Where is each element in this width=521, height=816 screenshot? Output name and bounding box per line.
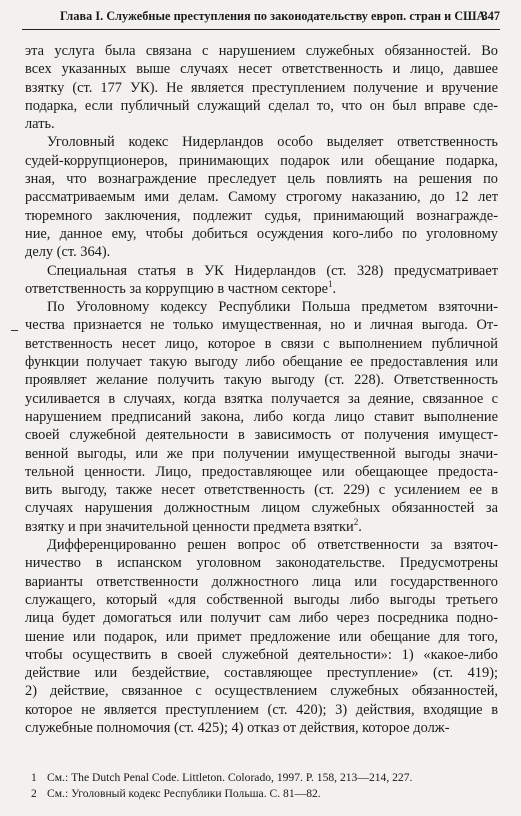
line-text: шение или подарок, или примет предложение или обещание для того,	[25, 628, 498, 645]
main-text	[25, 42, 498, 737]
line-text: взятку (ст. 177 УК). Не является преступлением получение и вручение	[25, 79, 498, 96]
text-line	[25, 353, 498, 371]
text-line	[25, 152, 498, 170]
line-text: чтобы осуществить в своей служебной деятельности»: 1) «какое-либо	[25, 646, 498, 663]
line-text: взятку и при значительной ценности предмета взятки	[25, 518, 354, 535]
line-text: Уголовный кодекс Нидерландов особо выделяет ответственность	[47, 134, 498, 151]
line-text: венной выгоды, или же при получении имущественной выгоды значи-	[25, 445, 498, 462]
line-text: тельной ценности. Лицо, предоставляющее или обещающее предоста-	[25, 463, 498, 480]
text-line	[25, 554, 498, 572]
text-line	[25, 115, 498, 133]
line-text: рассматриваемым ими делам. Самому строгому наказанию, до 12 лет	[25, 189, 498, 206]
paragraph	[25, 42, 498, 133]
line-text: случаях нарушения должностным лицом служебных обязанностей за	[25, 500, 498, 517]
line-text: ветственность несет лицо, которое в связи с выполнением публичной	[25, 335, 498, 352]
footnote-text: См.: Уголовный кодекс Республики Польша. С. 81—82.	[47, 787, 321, 800]
line-text: ние, данное ему, чтобы добиться осуждения кого-либо по уголовному	[25, 225, 498, 242]
text-line	[25, 664, 498, 682]
running-title: Глава I. Служебные преступления по законодательству европ. стран и США	[60, 9, 486, 23]
paragraph	[25, 298, 498, 536]
line-text: варианты ответственности должностного лица или государственного	[25, 573, 498, 590]
header-rule	[22, 29, 500, 30]
text-line	[25, 719, 498, 737]
text-line	[25, 445, 498, 463]
text-line: взятку и при значительной ценности предмета взятки$^2$.	[25, 516, 362, 535]
text-line	[25, 408, 498, 426]
footnote-mark: 1	[31, 771, 37, 784]
text-line	[25, 262, 498, 280]
line-text: проявляет желание получить такую выгоду (ст. 228). Ответственность	[25, 372, 498, 389]
text-line	[25, 591, 498, 609]
text-line	[25, 426, 498, 444]
line-text: эта услуга была связана с нарушением служебных обязанностей. Во	[25, 43, 498, 59]
footnote	[25, 770, 498, 786]
text-line	[25, 225, 498, 243]
line-text: служебные полномочия (ст. 425); 4) отказ от действия, которое долж-	[25, 719, 450, 736]
text-line	[25, 536, 498, 554]
footnotes	[25, 770, 498, 802]
paragraph	[25, 262, 498, 299]
line-text: лать.	[25, 116, 55, 133]
text-line	[25, 298, 498, 316]
footnote-ref[interactable]: 2	[353, 516, 359, 527]
line-text: Дифференцированно решен вопрос об ответственности за взяточ-	[47, 537, 498, 554]
line-text: своей служебной деятельности в зависимость от получения имущест-	[25, 427, 498, 444]
text-line	[25, 316, 498, 334]
text-line	[25, 628, 498, 646]
text-line: ответственность за коррупцию в частном секторе$^1$.	[25, 278, 337, 297]
line-text: ничество в испанском уголовном законодательстве. Предусмотрены	[25, 555, 498, 572]
text-line	[25, 79, 498, 97]
line-text: которое не является преступлением (ст. 420); 3) действия, входящие в	[25, 701, 498, 718]
line-text: служащего, который «для собственной выгоды либо выгоды третьего	[25, 591, 498, 608]
line-text: вить выгоду, также несет ответственность (ст. 229) с усилением ее в	[25, 482, 498, 499]
text-line	[25, 371, 498, 389]
line-text: усиливается в случаях, когда взятка получается за деяние, связанное с	[25, 390, 498, 407]
line-text: чества признается не только имущественная, но и личная выгода. От-	[25, 317, 498, 334]
text-line	[25, 646, 498, 664]
footnote	[25, 786, 498, 802]
line-text: ответственность за коррупцию в частном секторе	[25, 280, 329, 297]
text-line	[25, 97, 498, 115]
line-text: тюремного заключения, подлежит судья, принимающий вознагражде-	[25, 207, 498, 224]
footnote-mark: 2	[31, 787, 37, 800]
line-text: зная, что вознаграждение преследует цель повлиять на решения по	[25, 171, 498, 188]
text-line	[25, 390, 498, 408]
text-line	[25, 133, 498, 151]
footnote-ref[interactable]: 1	[328, 278, 333, 289]
footnote-text: См.: The Dutch Penal Code. Littleton. Colorado, 1997. P. 158, 213—214, 227.	[47, 771, 413, 784]
text-line	[25, 701, 498, 719]
line-text: подарка, если публичный служащий сделал то, что он был вправе сде-	[25, 97, 498, 114]
margin-mark	[11, 330, 18, 331]
line-text: нарушением предписаний закона, либо когда лицо ставит выполнение	[25, 408, 498, 425]
paragraph	[25, 133, 498, 261]
text-line	[25, 42, 498, 60]
text-line	[25, 170, 498, 188]
text-line	[25, 499, 498, 517]
line-text: По Уголовному кодексу Республики Польша предметом взяточни-	[47, 299, 498, 316]
text-line	[25, 682, 498, 700]
text-line	[25, 243, 498, 261]
line-text: лица будет домогаться или получит сам либо через посредника подно-	[25, 610, 498, 627]
text-line	[25, 188, 498, 206]
text-line	[25, 481, 498, 499]
text-line	[25, 335, 498, 353]
line-text: всех указанных выше случаях несет ответственность и лицо, давшее	[25, 61, 498, 78]
line-text: функции получает такую выгоду либо обещание ее предоставления или	[25, 354, 498, 371]
text-line	[25, 463, 498, 481]
paragraph	[25, 536, 498, 737]
line-text: действие или бездействие, составляющее преступление» (ст. 419);	[25, 665, 498, 682]
text-line	[25, 60, 498, 78]
text-line	[25, 609, 498, 627]
line-text: Специальная статья в УК Нидерландов (ст. 328) предусматривает	[47, 262, 498, 279]
line-text: делу (ст. 364).	[25, 244, 111, 261]
text-line	[25, 207, 498, 225]
page-number: 347	[481, 9, 500, 23]
line-text: 2) действие, связанное с осуществлением служебных обязанностей,	[25, 683, 498, 700]
line-text: судей-коррупционеров, принимающих подарок или обещание подарка,	[25, 152, 498, 169]
text-line	[25, 573, 498, 591]
